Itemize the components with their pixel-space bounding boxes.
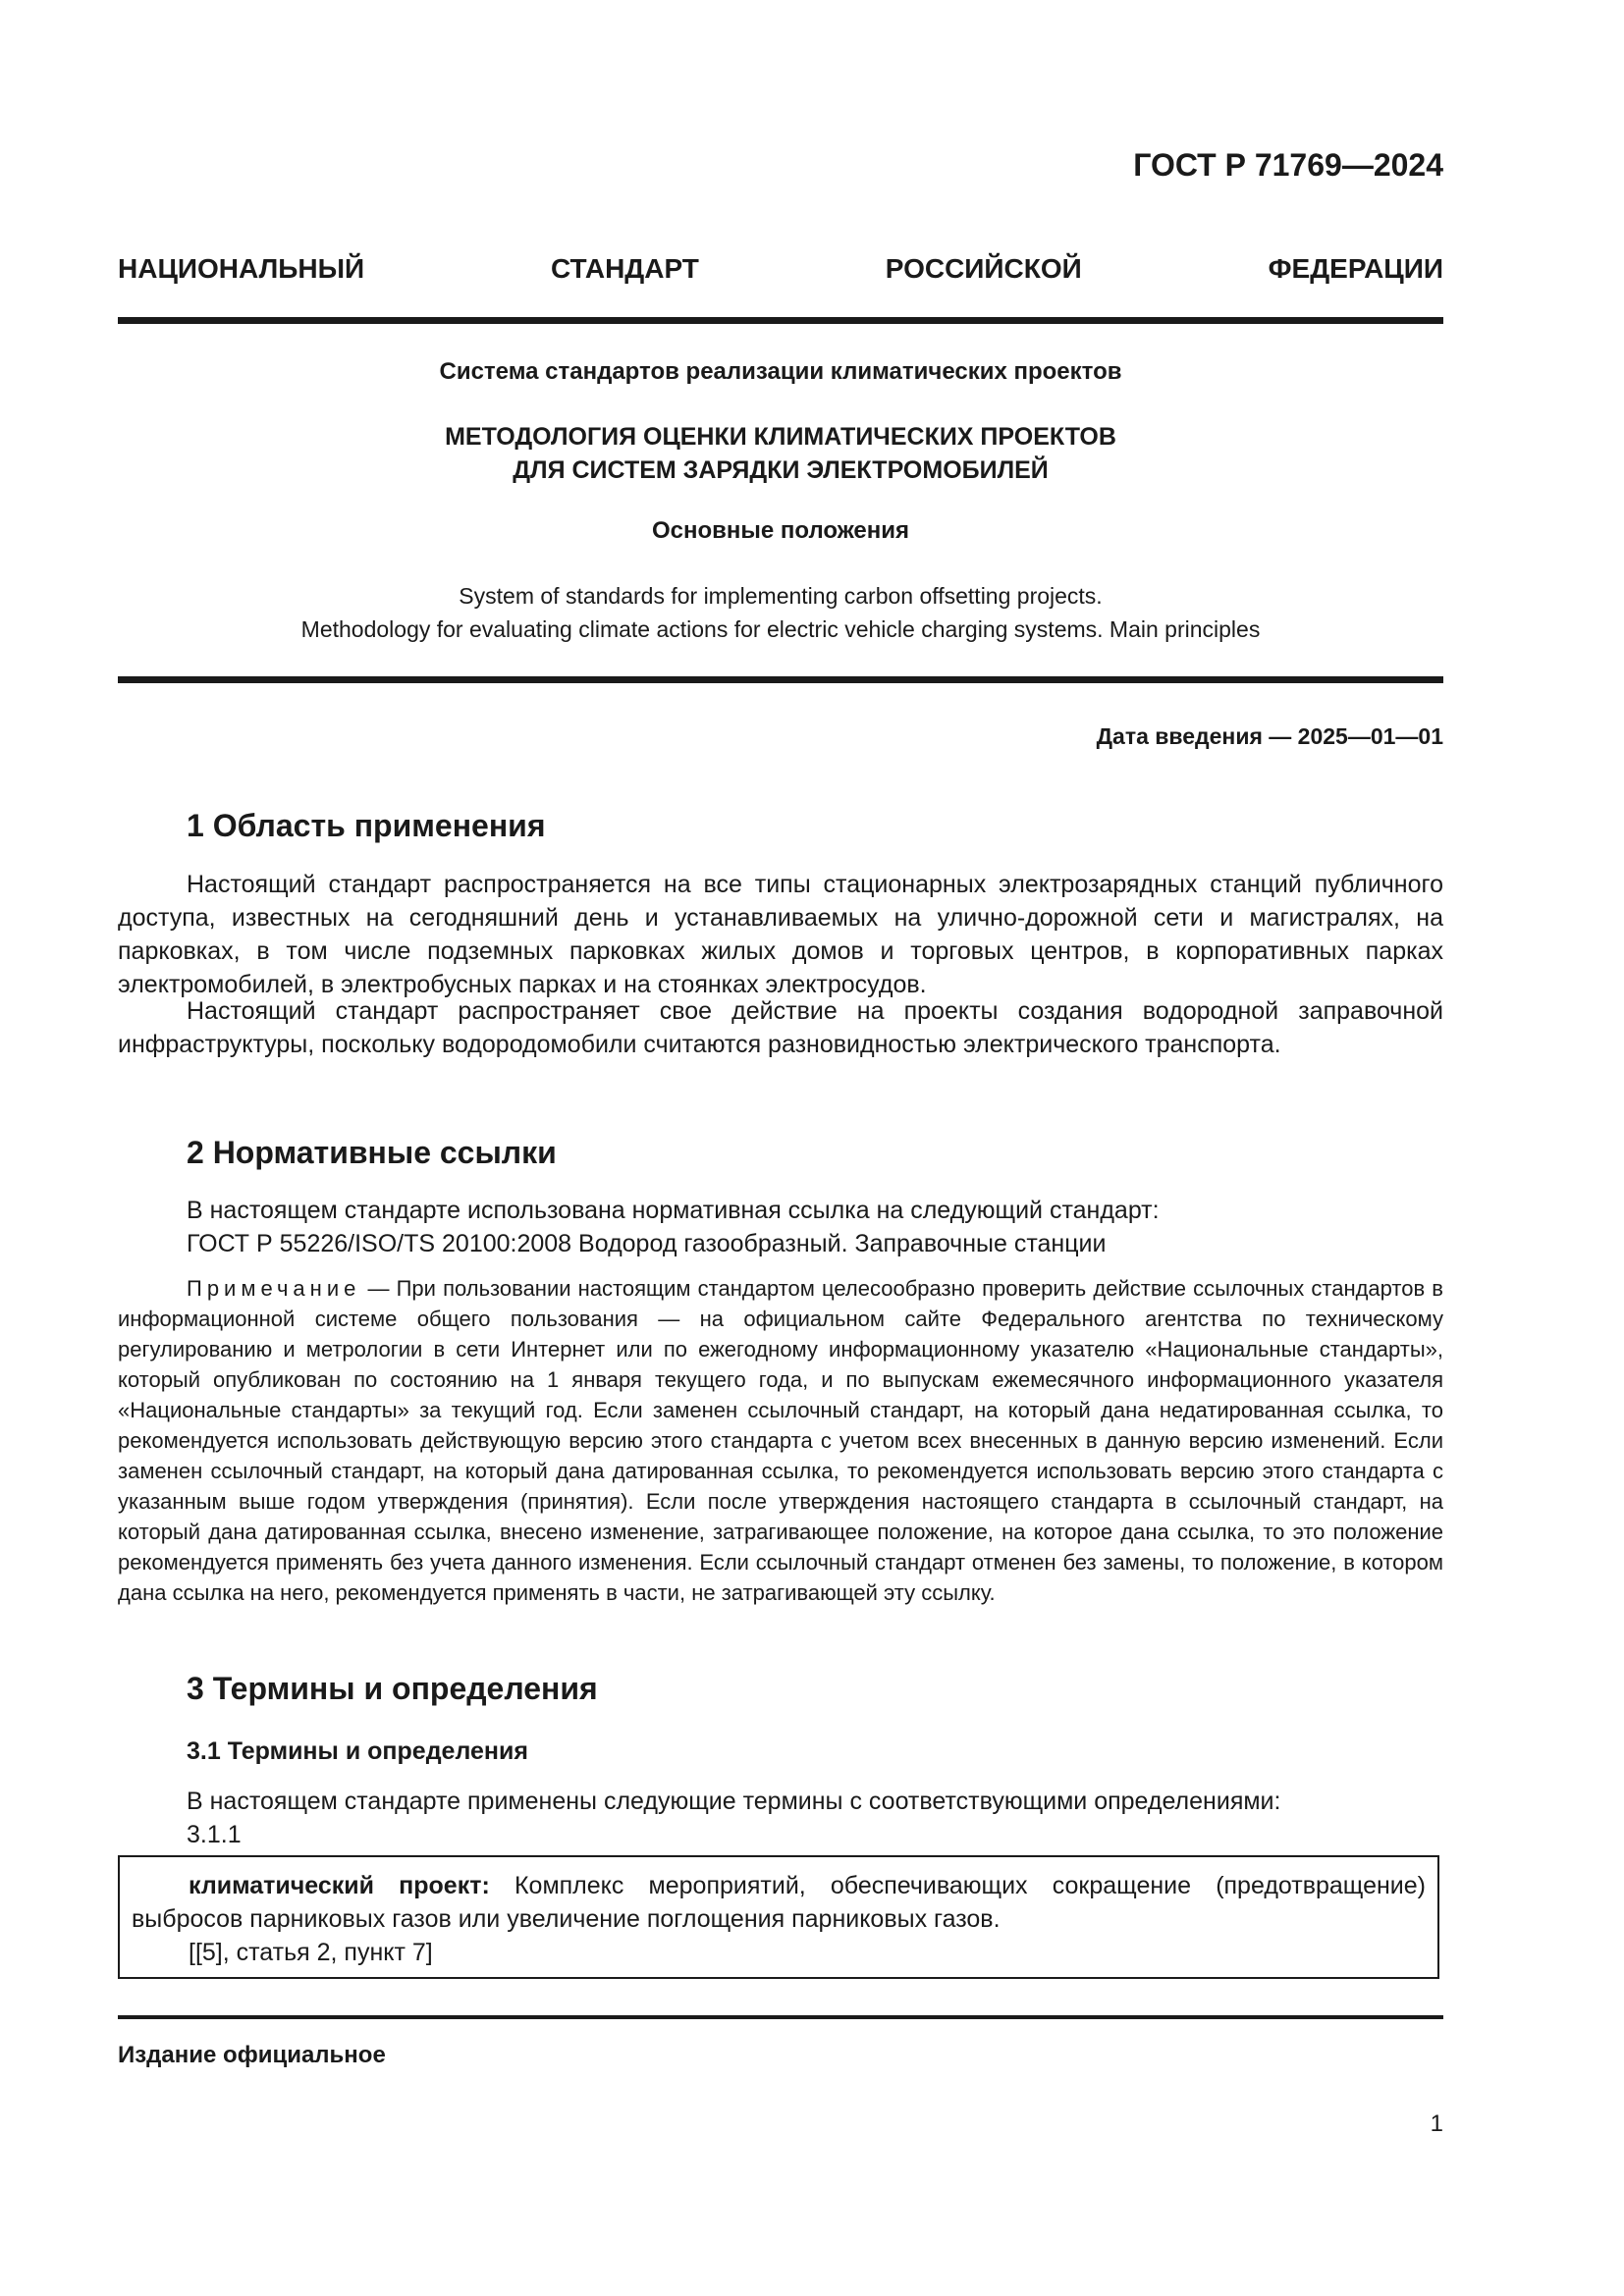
- english-title-line1: System of standards for implementing carbon offsetting projects.: [459, 583, 1103, 609]
- document-title-line2: ДЛЯ СИСТЕМ ЗАРЯДКИ ЭЛЕКТРОМОБИЛЕЙ: [513, 456, 1049, 484]
- document-subtitle: Основные положения: [651, 517, 910, 544]
- footer-rule: [118, 2015, 1443, 2019]
- edition-label: Издание официальное: [118, 2042, 386, 2068]
- document-page: [118, 0, 1443, 2296]
- section3-heading: 3 Термины и определения: [187, 1671, 598, 1706]
- document-title-line1: МЕТОДОЛОГИЯ ОЦЕНКИ КЛИМАТИЧЕСКИХ ПРОЕКТОВ: [445, 423, 1116, 451]
- section1-paragraph1: [118, 868, 1443, 1001]
- term-definition: Комплекс мероприятий, обеспечивающих сокращение (предотвращение) выбросов парниковых газов или увеличение поглощения парниковых газов.: [132, 1872, 1426, 1933]
- introduction-date: Дата введения — 2025—01—01: [1096, 723, 1443, 749]
- page-number: 1: [1430, 2110, 1443, 2137]
- title-rule: [118, 676, 1443, 683]
- top-rule: [118, 317, 1443, 324]
- national-standard-heading: НАЦИОНАЛЬНЫЙ СТАНДАРТ РОССИЙСКОЙ ФЕДЕРАЦИИ: [118, 253, 1443, 284]
- gost-number: ГОСТ Р 71769—2024: [1133, 147, 1443, 183]
- section1-paragraph2: [118, 994, 1443, 1061]
- standards-series: Система стандартов реализации климатических проектов: [439, 358, 1122, 385]
- references-intro: В настоящем стандарте использована нормативная ссылка на следующий стандарт:: [187, 1197, 1160, 1224]
- note-text: — При пользовании настоящим стандартом целесообразно проверить действие ссылочных стандартов в информационной системе общего пользования — на официальном сайте Федерального агентства по техническому регулированию и метрологии в сети Интернет или по ежегодному информационному указателю «Национальные стандарты», который опубликован по состоянию на 1 января текущего года, и по выпускам ежемесячного информационного указателя «Национальные стандарты» за текущий год. Если заменен ссылочный стандарт, на который дана недатированная ссылка, то рекомендуется использовать действующую версию этого стандарта с учетом всех внесенных в данную версию изменений. Если заменен ссылочный стандарт, на который дана датированная ссылка, то рекомендуется использовать версию этого стандарта с указанным выше годом утверждения (принятия). Если после утверждения настоящего стандарта в ссылочный стандарт, на который дана датированная ссылка, внесено изменение, затрагивающее положение, на которое дана ссылка, то это положение рекомендуется применять без учета данного изменения. Если ссылочный стандарт отменен без замены, то положение, в котором дана ссылка на него, рекомендуется применять в части, не затрагивающей эту ссылку.: [118, 1276, 1443, 1605]
- term-number: 3.1.1: [187, 1821, 242, 1848]
- normative-references: [187, 1194, 1443, 1260]
- subsection-3-1-heading: 3.1 Термины и определения: [187, 1737, 528, 1765]
- document-title: [118, 420, 1443, 487]
- english-title-line2: Methodology for evaluating climate actions for electric vehicle charging systems. Main principles: [300, 616, 1261, 642]
- section1-heading: 1 Область применения: [187, 808, 546, 843]
- section1-paragraph2-text: Настоящий стандарт распространяет свое действие на проекты создания водородной заправочной инфраструктуры, поскольку водородомобили считаются разновидностью электрического транспорта.: [118, 997, 1443, 1058]
- note-paragraph: [118, 1273, 1443, 1608]
- term-name: климатический проект:: [189, 1872, 490, 1899]
- terms-intro-block: [187, 1785, 1443, 1851]
- section1-paragraph1-text: Настоящий стандарт распространяется на все типы стационарных электрозарядных станций публичного доступа, известных на сегодняшний день и устанавливаемых на улично-дорожной сети и магистралях, на парковках, в том числе подземных парковках жилых домов и торговых центров, в корпоративных парках электромобилей, в электробусных парках и на стоянках электросудов.: [118, 871, 1443, 998]
- term-definition-paragraph: [132, 1869, 1426, 1936]
- term-definition-box: [118, 1855, 1439, 1979]
- term-source: [[5], статья 2, пункт 7]: [189, 1939, 433, 1966]
- references-note: [118, 1273, 1443, 1608]
- section2-heading: 2 Нормативные ссылки: [187, 1135, 557, 1170]
- note-label: Примечание: [187, 1276, 361, 1301]
- terms-intro: В настоящем стандарте применены следующие термины с соответствующими определениями:: [187, 1788, 1281, 1815]
- reference-item: ГОСТ Р 55226/ISO/TS 20100:2008 Водород газообразный. Заправочные станции: [187, 1230, 1107, 1257]
- english-title: [118, 579, 1443, 646]
